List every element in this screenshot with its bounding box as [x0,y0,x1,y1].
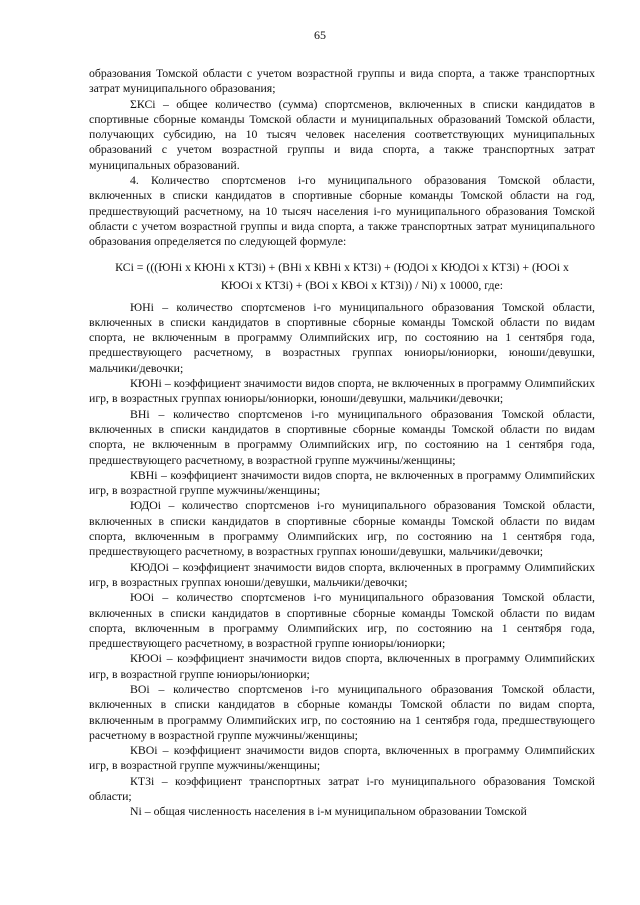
definition-kvni: КВНi – коэффициент значимости видов спорта, не включенных в программу Олимпийских игр, в возрастной группе мужчины/женщины; [89,467,595,498]
definition-yudoi: ЮДОi – количество спортсменов i-го муниципального образования Томской области, включенных в списки кандидатов в спортивные сборные команды Томской области по видам спорта, включенным в программу Олимпийских игр, по состоянию на 1 сентября года, предшествующего расчетному, в возрастных группах юноши/девушки, мальчики/девочки; [89,498,595,559]
definition-voi: ВОi – количество спортсменов i-го муниципального образования Томской области, включенных в списки кандидатов в сборные команды Томской области по видам спорта, включенным в программу Олимпийских игр, по состоянию на 1 сентября года, предшествующего расчетному в возрастной группе мужчины/женщины; [89,681,595,742]
definition-ni: Ni – общая численность населения в i-м муниципальном образовании Томской [130,804,527,819]
formula-line-1: КСi = (((ЮНi х КЮНi х КТЗi) + (ВНi х КВНi х КТЗi) + (ЮДОi х КЮДОi х КТЗi) + (ЮОi х [115,259,569,274]
definition-kyudoi: КЮДОi – коэффициент значимости видов спорта, включенных в программу Олимпийских игр, в возрастных группах юноши/девушки, мальчики/девочки; [89,559,595,589]
formula [89,258,595,294]
page-body [89,66,595,820]
definition-yuoi: ЮОi – количество спортсменов i-го муниципального образования Томской области, включенных в списки кандидатов в спортивные сборные команды Томской области по видам спорта, включенным в программу Олимпийских игр, по состоянию на 1 сентября года, предшествующего расчетному, в возрастной группе юниоры/юниорки; [89,590,595,651]
definition-ktzi: КТЗi – коэффициент транспортных затрат i-го муниципального образования Томской области; [89,773,595,804]
definition-vni: ВНi – количество спортсменов i-го муниципального образования Томской области, включенных в списки кандидатов в спортивные сборные команды Томской области по видам спорта, не включенным в программу Олимпийских игр, по состоянию на 1 сентября года, предшествующего расчетному, в возрастной группе мужчины/женщины; [89,406,595,467]
definition-kvoi: КВОi – коэффициент значимости видов спорта, включенных в программу Олимпийских игр, в возрастной группе мужчины/женщины; [89,743,595,773]
definition-yuni: ЮНi – количество спортсменов i-го муниципального образования Томской области, включенных в списки кандидатов в спортивные сборные команды Томской области по видам спорта, не включенным в программу Олимпийских игр, по состоянию на 1 сентября года, предшествующего расчетному, в возрастных группах юниоры/юниорки, юноши/девушки, мальчики/девочки; [89,299,595,375]
formula-line-2: КЮОi х КТЗi) + (ВОi х КВОi х КТЗi)) / Ni) х 10000, где: [220,277,504,292]
definition-kyuni: КЮНi – коэффициент значимости видов спорта, не включенных в программу Олимпийских игр, в возрастных группах юниоры/юниорки, юноши/девушки, мальчики/девочки; [89,376,595,406]
paragraph-continuation: образования Томской области с учетом возрастной группы и вида спорта, а также транспортных затрат муниципального образования; [89,66,595,96]
page-number: 65 [314,28,326,42]
definition-kyuoi: КЮОi – коэффициент значимости видов спорта, включенных в программу Олимпийских игр, в возрастной группе юниоры/юниорки; [89,651,595,681]
paragraph-sum-ksi: ΣКСi – общее количество (сумма) спортсменов, включенных в списки кандидатов в спортивные сборные команды Томской области и муниципальных образований Томской области, получающих субсидию, на 10 тысяч человек населения соответствующих муниципальных образований с учетом возрастной группы и вида спорта, а также транспортных затрат муниципальных образований. [89,96,595,172]
paragraph-item-4: 4. Количество спортсменов i-го муниципального образования Томской области, включенных в списки кандидатов в спортивные сборные команды Томской области на год, предшествующий расчетному, на 10 тысяч населения i-го муниципального образования Томской области с учетом возрастной группы и вида спорта, а также транспортных затрат муниципального образования определяется по следующей формуле: [89,173,595,249]
